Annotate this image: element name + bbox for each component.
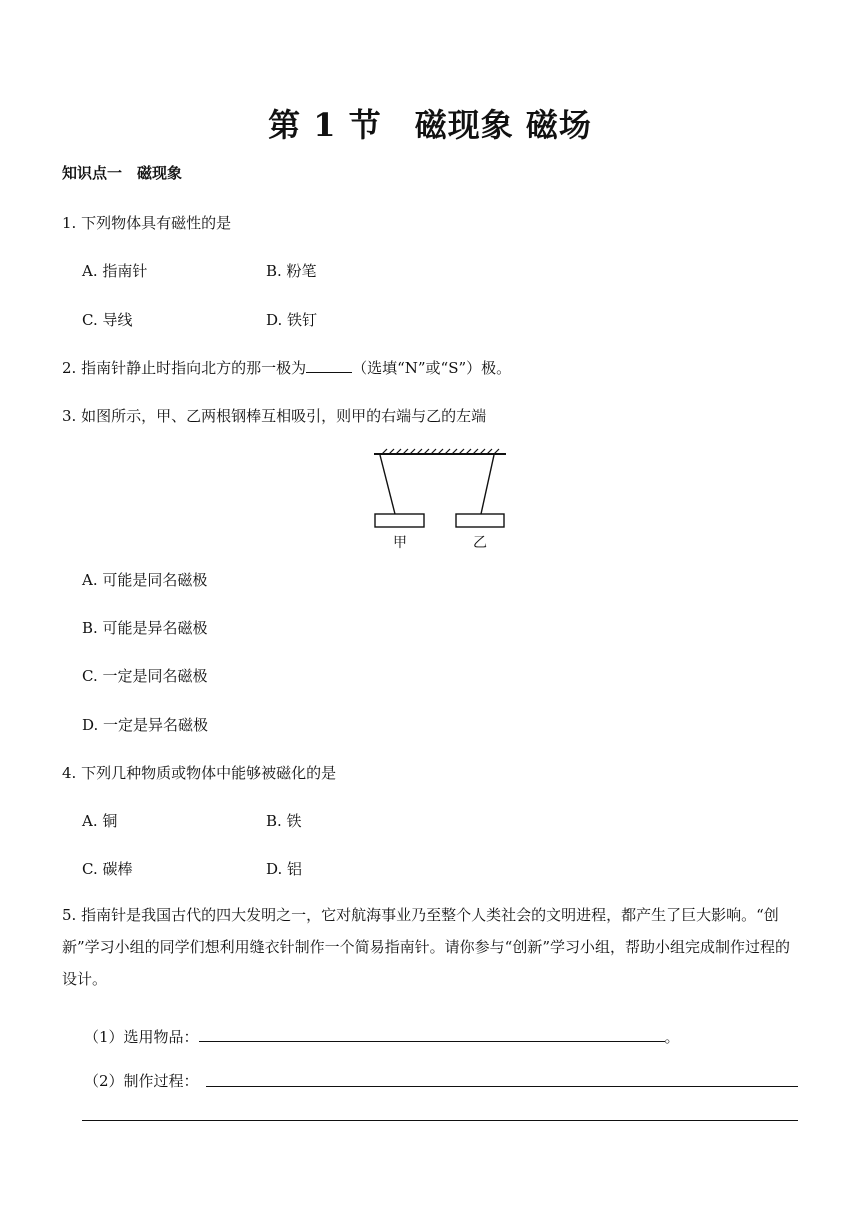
- string-yi: [481, 455, 494, 514]
- question-1-option-b: B. 粉笔: [266, 262, 317, 280]
- question-1-option-c: C. 导线: [82, 311, 133, 329]
- question-1-option-d: D. 铁钉: [266, 311, 318, 329]
- question-3-option-c: C. 一定是同名磁极: [82, 667, 208, 685]
- question-4-option-a: A. 铜: [82, 812, 118, 830]
- question-4-option-d: D. 铝: [266, 860, 303, 878]
- string-jia: [380, 455, 395, 514]
- question-2-text-after: （选填“N”或“S”）极。: [352, 359, 512, 377]
- question-5-part-1: [84, 1025, 680, 1047]
- question-5-part-2-label: （2）制作过程：: [84, 1072, 199, 1090]
- question-5-part-1-label: （1）选用物品：: [84, 1028, 199, 1046]
- steel-bars-figure: [370, 448, 510, 552]
- question-2-text-before: 2. 指南针静止时指向北方的那一极为: [62, 359, 307, 377]
- question-5-part-2: [84, 1070, 199, 1091]
- question-1-option-a: A. 指南针: [82, 262, 148, 280]
- question-3-option-a: A. 可能是同名磁极: [82, 571, 208, 589]
- label-jia: 甲: [393, 535, 407, 551]
- label-yi: 乙: [473, 535, 487, 551]
- question-2: [62, 356, 511, 378]
- question-5-stem: 5. 指南针是我国古代的四大发明之一，它对航海事业乃至整个人类社会的文明进程，都产生了巨大影响。“创新”学习小组的同学们想利用缝衣针制作一个简易指南针。请你参与“创新”学习小组，帮助小组完成制作过程的设计。: [62, 906, 791, 988]
- page-title: 第 1 节 磁现象 磁场: [268, 106, 592, 144]
- question-3-stem: 3. 如图所示，甲、乙两根钢棒互相吸引，则甲的右端与乙的左端: [62, 407, 487, 425]
- question-3-option-b: B. 可能是异名磁极: [82, 619, 208, 637]
- section-heading: 知识点一 磁现象: [62, 164, 183, 182]
- question-4-stem: 4. 下列几种物质或物体中能够被磁化的是: [62, 764, 337, 782]
- question-5-part-1-end: 。: [664, 1028, 680, 1046]
- steel-bar-yi: [456, 514, 504, 527]
- question-5-part-2-answer-line-1[interactable]: [206, 1086, 798, 1087]
- question-5-part-1-answer-line[interactable]: [199, 1025, 665, 1042]
- question-4-option-b: B. 铁: [266, 812, 302, 830]
- question-5-part-2-answer-line-2[interactable]: [82, 1120, 798, 1121]
- steel-bar-jia: [375, 514, 424, 527]
- question-1-stem: 1. 下列物体具有磁性的是: [62, 214, 232, 232]
- question-4-option-c: C. 碳棒: [82, 860, 133, 878]
- question-2-answer-blank[interactable]: [306, 356, 352, 373]
- question-3-option-d: D. 一定是异名磁极: [82, 716, 209, 734]
